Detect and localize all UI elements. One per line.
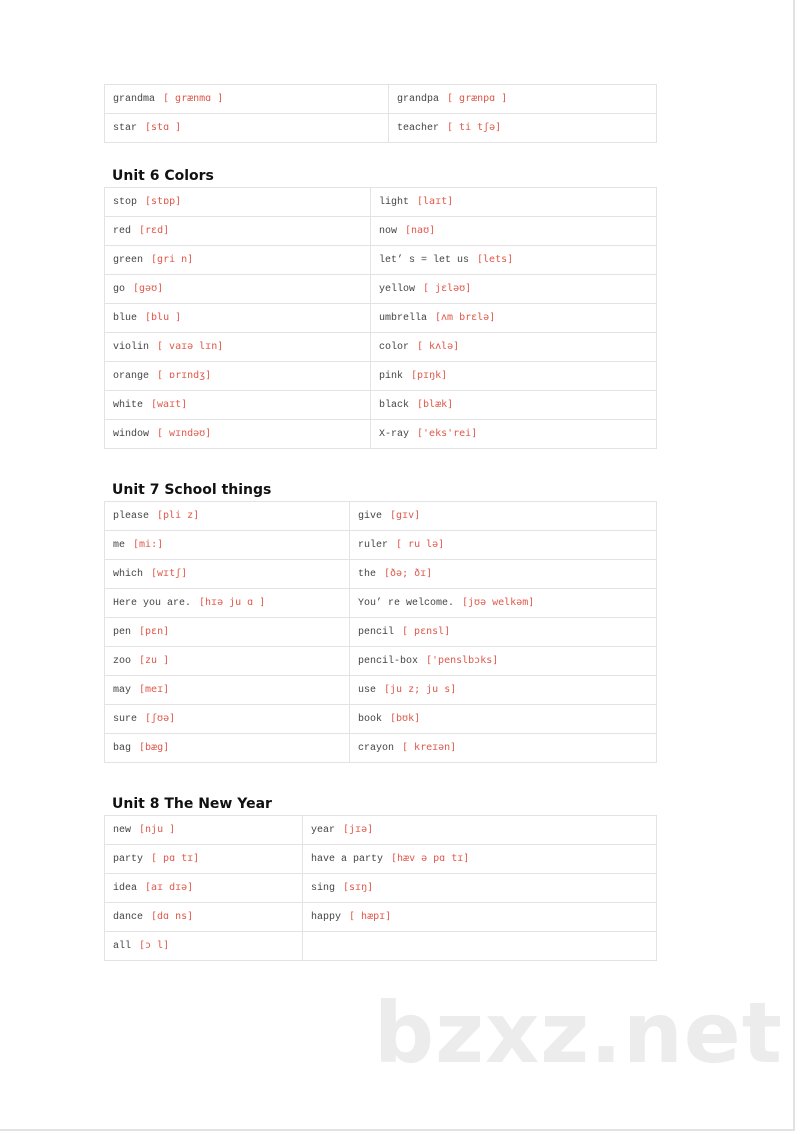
vocab-word: pencil-box — [358, 656, 419, 667]
vocab-phonetic: [jɪə] — [343, 824, 374, 835]
table-row — [105, 816, 657, 845]
vocab-word: violin — [113, 342, 150, 353]
vocab-cell — [105, 333, 371, 362]
vocab-cell — [105, 874, 303, 903]
vocab-phonetic: [jʊə welkəm] — [462, 597, 535, 608]
vocab-cell — [105, 420, 371, 449]
vocab-cell — [105, 734, 350, 763]
vocab-phonetic: [lets] — [477, 254, 514, 265]
vocab-phonetic: [ pɛnsl] — [402, 626, 451, 637]
vocab-word: all — [113, 941, 132, 952]
table-row — [105, 85, 657, 114]
vocab-phonetic: [ jɛləʊ] — [423, 283, 472, 294]
vocab-phonetic: [ju z; ju s] — [384, 684, 457, 695]
vocab-word: year — [311, 825, 336, 836]
vocab-word: green — [113, 255, 144, 266]
vocab-cell — [105, 362, 371, 391]
vocab-phonetic: [pɛn] — [139, 626, 170, 637]
vocab-table-top — [104, 84, 657, 143]
vocab-cell — [371, 217, 657, 246]
vocab-word: use — [358, 685, 377, 696]
vocab-cell — [105, 560, 350, 589]
table-row — [105, 903, 657, 932]
table-row — [105, 502, 657, 531]
vocab-cell — [105, 618, 350, 647]
vocab-cell — [350, 589, 657, 618]
vocab-phonetic: [ vaɪə lɪn] — [157, 341, 224, 352]
vocab-cell — [303, 932, 657, 961]
vocab-table-unit-7 — [104, 501, 657, 763]
vocab-cell — [105, 705, 350, 734]
table-row — [105, 217, 657, 246]
vocab-word: teacher — [397, 123, 440, 134]
vocab-cell — [105, 676, 350, 705]
vocab-phonetic: [ɔ l] — [139, 940, 170, 951]
vocab-word: white — [113, 400, 144, 411]
vocab-phonetic: [nju ] — [139, 824, 176, 835]
vocab-cell — [105, 246, 371, 275]
vocab-word: X-ray — [379, 429, 410, 440]
vocab-cell — [389, 85, 657, 114]
vocab-phonetic: [pli z] — [157, 510, 200, 521]
vocab-phonetic: [meɪ] — [139, 684, 170, 695]
vocab-word: grandma — [113, 94, 156, 105]
vocab-cell — [105, 502, 350, 531]
table-row — [105, 932, 657, 961]
vocab-word: the — [358, 569, 377, 580]
table-row — [105, 845, 657, 874]
vocab-word: sure — [113, 714, 138, 725]
vocab-phonetic: [wɪtʃ] — [151, 568, 188, 579]
vocab-word: pen — [113, 627, 132, 638]
vocab-word: let’ s = let us — [379, 255, 470, 266]
vocab-word: ruler — [358, 540, 389, 551]
vocab-cell — [105, 391, 371, 420]
table-row — [105, 362, 657, 391]
vocab-phonetic: [stɒp] — [145, 196, 182, 207]
vocab-phonetic: [ ru lə] — [396, 539, 445, 550]
vocab-cell — [105, 589, 350, 618]
vocab-cell — [350, 531, 657, 560]
vocab-cell — [350, 734, 657, 763]
table-row — [105, 391, 657, 420]
vocab-cell — [350, 676, 657, 705]
vocab-word: happy — [311, 912, 342, 923]
vocab-phonetic: [mi:] — [133, 539, 164, 550]
vocab-word: new — [113, 825, 132, 836]
vocab-cell — [105, 114, 389, 143]
vocab-cell — [371, 333, 657, 362]
table-row — [105, 188, 657, 217]
vocab-phonetic: [naʊ] — [405, 225, 436, 236]
vocab-word: You’ re welcome. — [358, 598, 455, 609]
vocab-phonetic: [ grænpɑ ] — [447, 93, 508, 104]
vocab-cell — [389, 114, 657, 143]
table-row — [105, 275, 657, 304]
vocab-phonetic: [ wɪndəʊ] — [157, 428, 212, 439]
vocab-cell — [105, 932, 303, 961]
vocab-word: go — [113, 284, 126, 295]
unit-8-heading: Unit 8 The New Year — [112, 796, 272, 812]
table-row — [105, 420, 657, 449]
vocab-word: have a party — [311, 854, 384, 865]
vocab-phonetic: [ kʌlə] — [417, 341, 460, 352]
vocab-word: book — [358, 714, 383, 725]
table-row — [105, 531, 657, 560]
vocab-word: please — [113, 511, 150, 522]
vocab-cell — [105, 647, 350, 676]
vocab-cell — [105, 217, 371, 246]
vocab-word: which — [113, 569, 144, 580]
vocab-cell — [105, 845, 303, 874]
vocab-phonetic: ['penslbɔks] — [426, 655, 499, 666]
vocab-cell — [303, 845, 657, 874]
table-row — [105, 874, 657, 903]
vocab-cell — [105, 275, 371, 304]
vocab-cell — [371, 246, 657, 275]
vocab-cell — [371, 362, 657, 391]
vocab-word: grandpa — [397, 94, 440, 105]
vocab-phonetic: [hɪə ju ɑ ] — [199, 597, 266, 608]
vocab-word: stop — [113, 197, 138, 208]
vocab-table-unit-6 — [104, 187, 657, 449]
vocab-word: color — [379, 342, 410, 353]
vocab-word: window — [113, 429, 150, 440]
vocab-cell — [105, 531, 350, 560]
vocab-phonetic: [gri n] — [151, 254, 194, 265]
table-row — [105, 647, 657, 676]
vocab-phonetic: [ðə; ðɪ] — [384, 568, 433, 579]
vocab-phonetic: [sɪŋ] — [343, 882, 374, 893]
site-watermark: bzxz.net — [374, 984, 783, 1082]
table-row — [105, 114, 657, 143]
vocab-phonetic: [blæk] — [417, 399, 454, 410]
vocab-phonetic: [pɪŋk] — [411, 370, 448, 381]
vocab-phonetic: [ʌm brɛlə] — [435, 312, 496, 323]
vocab-cell — [371, 188, 657, 217]
vocab-word: star — [113, 123, 138, 134]
vocab-phonetic: [bʊk] — [390, 713, 421, 724]
vocab-phonetic: [gəʊ] — [133, 283, 164, 294]
table-row — [105, 560, 657, 589]
vocab-word: crayon — [358, 743, 395, 754]
vocab-word: dance — [113, 912, 144, 923]
vocab-word: blue — [113, 313, 138, 324]
vocab-phonetic: [bæg] — [139, 742, 170, 753]
vocab-word: zoo — [113, 656, 132, 667]
vocab-phonetic: [waɪt] — [151, 399, 188, 410]
vocab-phonetic: [stɑ ] — [145, 122, 182, 133]
vocab-phonetic: [ kreɪən] — [402, 742, 457, 753]
vocab-cell — [350, 705, 657, 734]
vocab-phonetic: [hæv ə pɑ tɪ] — [391, 853, 470, 864]
vocab-phonetic: [zu ] — [139, 655, 170, 666]
vocab-cell — [303, 816, 657, 845]
vocab-phonetic: [gɪv] — [390, 510, 421, 521]
vocab-cell — [371, 275, 657, 304]
vocab-word: me — [113, 540, 126, 551]
table-row — [105, 589, 657, 618]
vocab-word: give — [358, 511, 383, 522]
vocab-phonetic: ['eks'rei] — [417, 428, 478, 439]
table-row — [105, 618, 657, 647]
vocab-cell — [350, 618, 657, 647]
table-row — [105, 333, 657, 362]
vocab-phonetic: [laɪt] — [417, 196, 454, 207]
vocab-phonetic: [ʃʊə] — [145, 713, 176, 724]
vocab-cell — [371, 391, 657, 420]
vocab-cell — [350, 647, 657, 676]
vocab-word: sing — [311, 883, 336, 894]
vocab-cell — [105, 304, 371, 333]
vocab-phonetic: [ ɒrɪndʒ] — [157, 370, 212, 381]
vocab-phonetic: [ pɑ tɪ] — [151, 853, 200, 864]
vocab-word: orange — [113, 371, 150, 382]
vocab-cell — [371, 304, 657, 333]
table-row — [105, 676, 657, 705]
vocab-phonetic: [ ti tʃə] — [447, 122, 502, 133]
vocab-cell — [105, 188, 371, 217]
vocab-cell — [350, 560, 657, 589]
table-row — [105, 705, 657, 734]
vocab-word: umbrella — [379, 313, 428, 324]
vocab-phonetic: [ grænmɑ ] — [163, 93, 224, 104]
vocab-word: bag — [113, 743, 132, 754]
vocab-word: now — [379, 226, 398, 237]
vocab-phonetic: [rɛd] — [139, 225, 170, 236]
unit-6-heading: Unit 6 Colors — [112, 168, 214, 184]
vocab-cell — [303, 874, 657, 903]
vocab-word: light — [379, 197, 410, 208]
vocab-word: red — [113, 226, 132, 237]
vocab-word: yellow — [379, 284, 416, 295]
unit-7-heading: Unit 7 School things — [112, 482, 272, 498]
vocab-word: Here you are. — [113, 598, 192, 609]
table-row — [105, 734, 657, 763]
vocab-phonetic: [blu ] — [145, 312, 182, 323]
vocab-table-unit-8 — [104, 815, 657, 961]
vocab-phonetic: [aɪ dɪə] — [145, 882, 194, 893]
vocab-phonetic: [dɑ ns] — [151, 911, 194, 922]
vocab-cell — [105, 85, 389, 114]
vocab-phonetic: [ hæpɪ] — [349, 911, 392, 922]
vocab-cell — [105, 903, 303, 932]
vocab-word: pink — [379, 371, 404, 382]
vocab-word: may — [113, 685, 132, 696]
table-row — [105, 304, 657, 333]
vocab-cell — [105, 816, 303, 845]
table-row — [105, 246, 657, 275]
vocab-word: party — [113, 854, 144, 865]
vocab-cell — [303, 903, 657, 932]
vocab-cell — [350, 502, 657, 531]
vocab-word: black — [379, 400, 410, 411]
vocab-word: pencil — [358, 627, 395, 638]
vocab-cell — [371, 420, 657, 449]
vocab-word: idea — [113, 883, 138, 894]
